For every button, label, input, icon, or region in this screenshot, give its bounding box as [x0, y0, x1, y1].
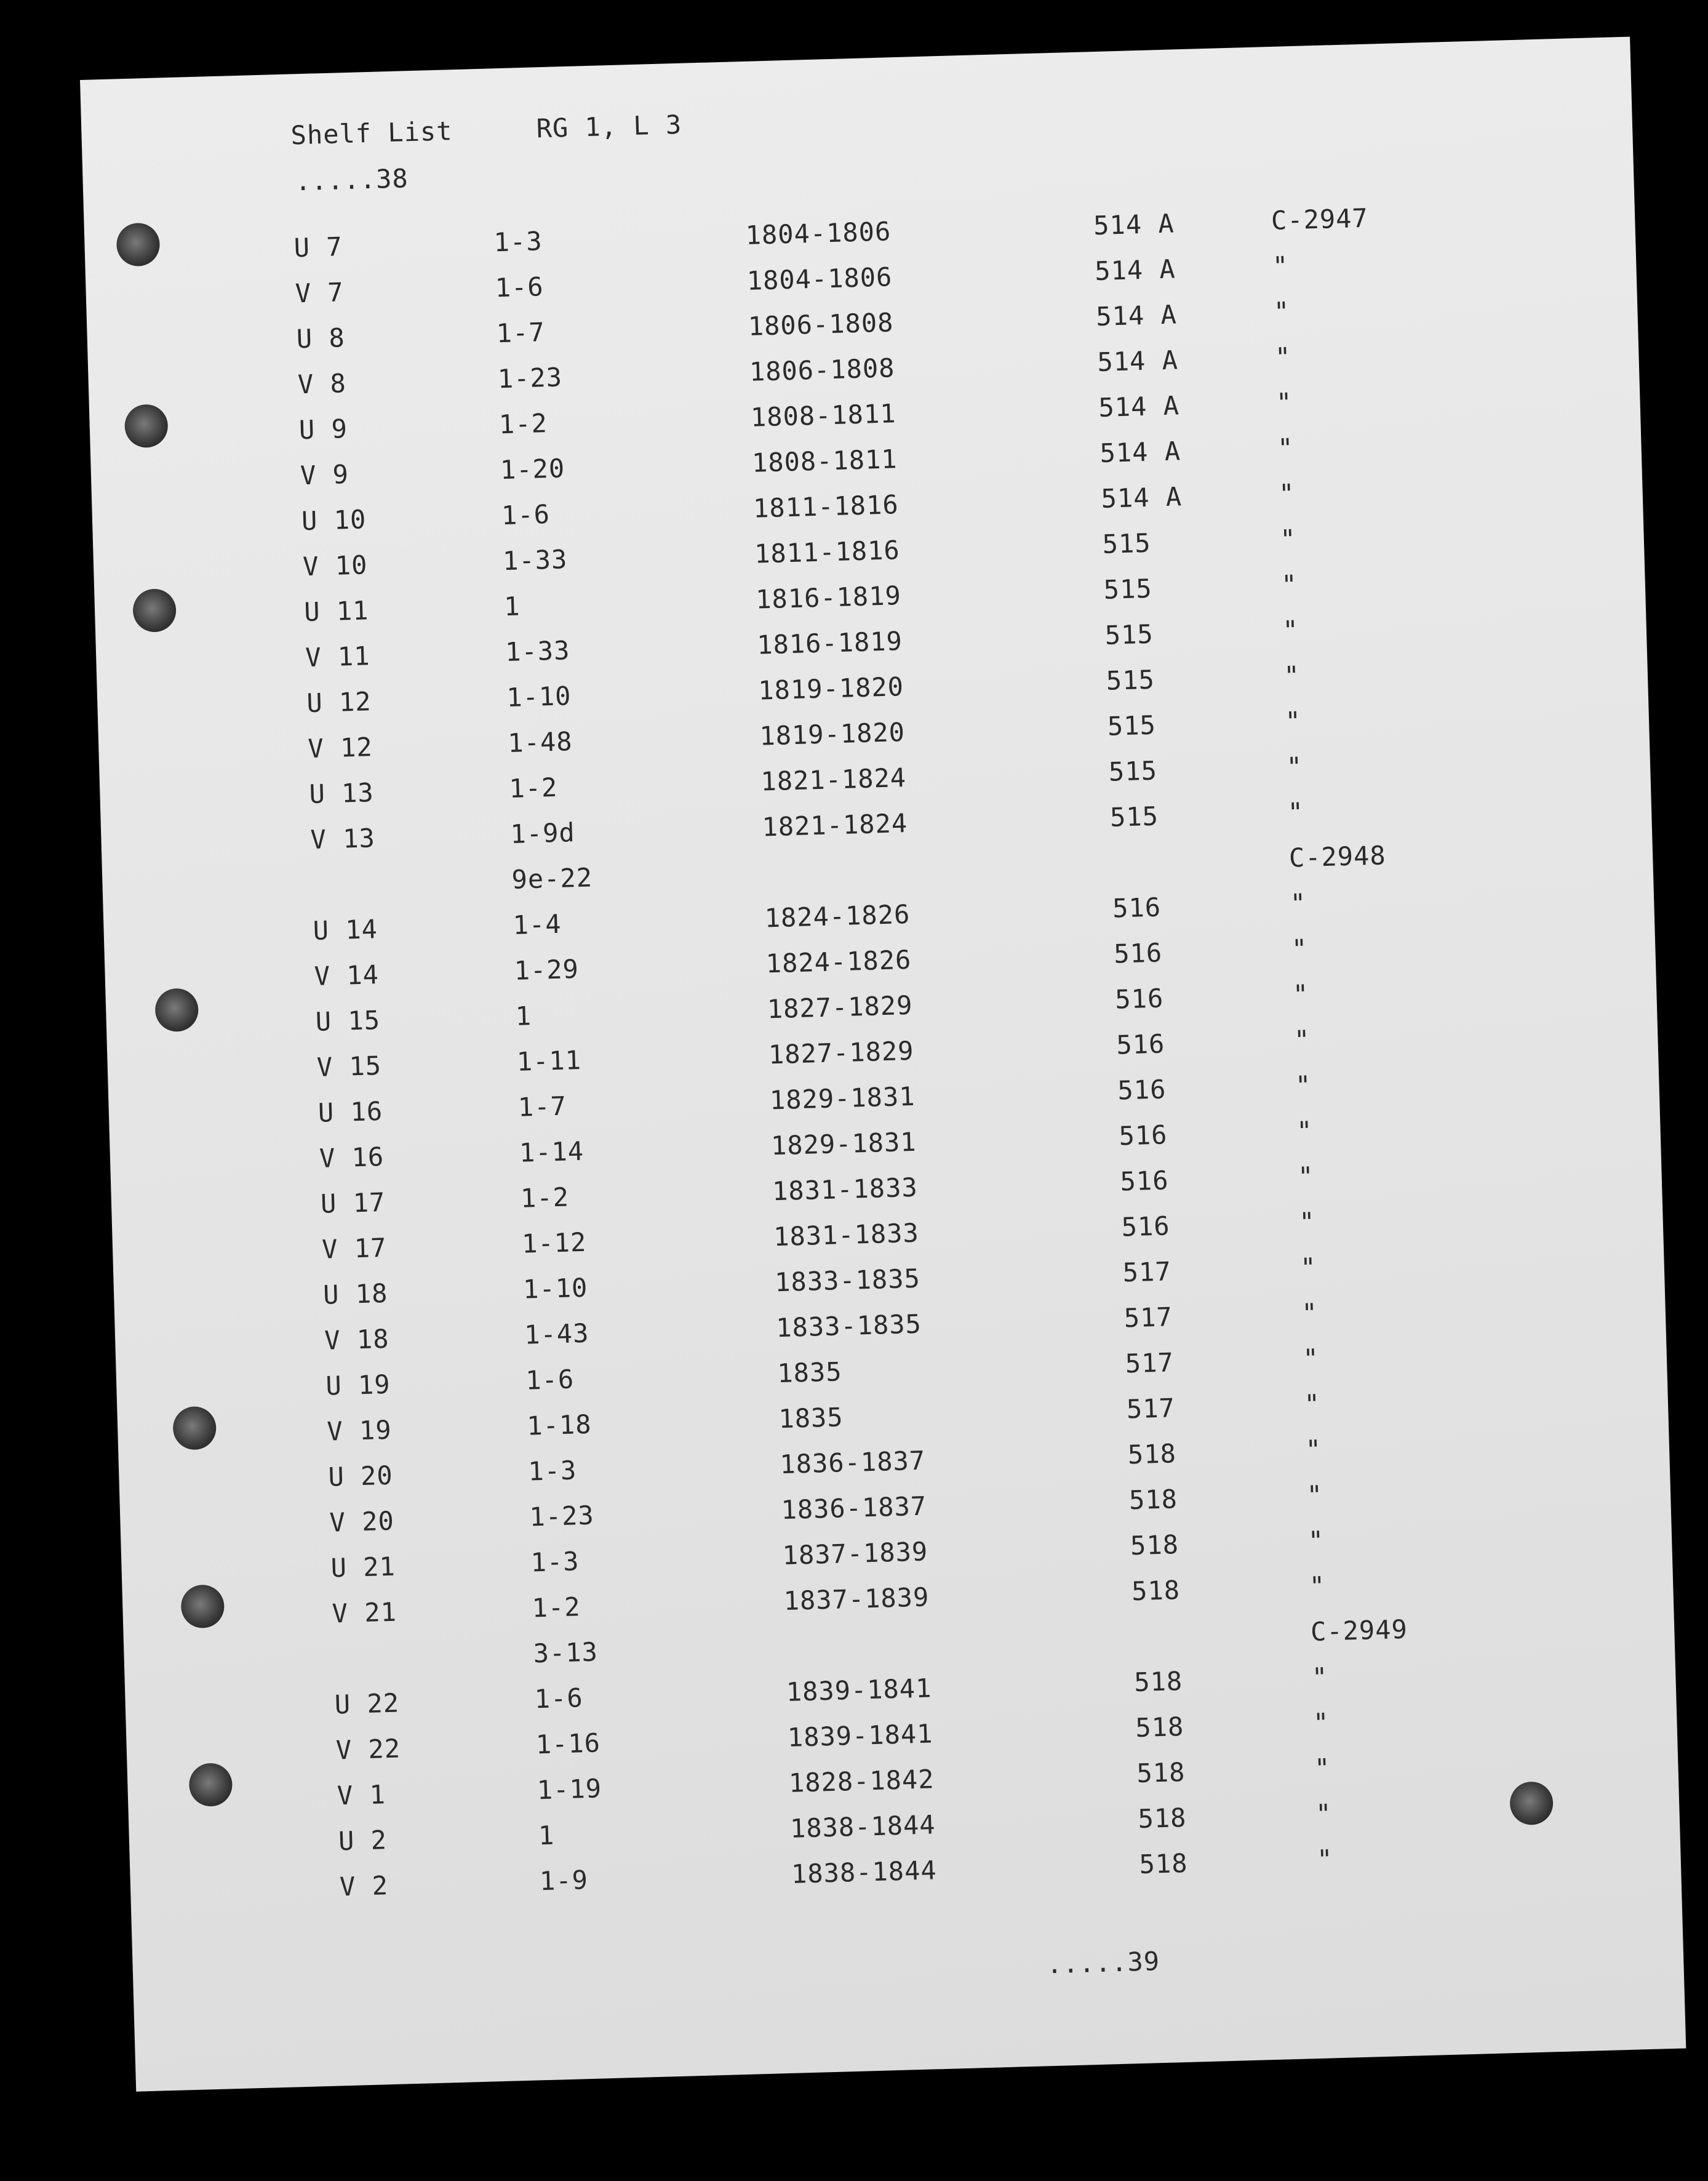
dates-cell: 1821-1824 — [760, 762, 907, 797]
reel-cell: " — [1302, 1343, 1320, 1374]
box-cell: 518 — [1130, 1529, 1179, 1561]
punch-hole — [154, 988, 199, 1032]
reel-cell: " — [1279, 523, 1297, 554]
volume-cell: U 2 — [338, 1824, 388, 1856]
volume-cell: U 12 — [306, 686, 372, 718]
dates-cell: 1828-1842 — [788, 1763, 935, 1798]
dates-cell: 1833-1835 — [774, 1263, 921, 1297]
parts-cell: 1-2 — [498, 407, 548, 439]
volume-cell — [311, 857, 513, 908]
volume-cell: U 14 — [313, 913, 378, 946]
box-cell: 515 — [1108, 755, 1158, 787]
box-cell: 515 — [1107, 710, 1157, 742]
volume-cell: V 1 — [337, 1779, 386, 1811]
box-cell: 518 — [1135, 1711, 1184, 1743]
box-cell: 514 A — [1095, 298, 1178, 332]
parts-cell: 1-4 — [512, 908, 562, 940]
parts-cell: 1-43 — [524, 1318, 590, 1350]
parts-cell: 1-6 — [525, 1363, 575, 1396]
parts-cell: 1-33 — [502, 543, 568, 576]
dates-cell: 1839-1841 — [787, 1718, 934, 1753]
parts-cell: 1-9d — [509, 817, 576, 849]
reel-cell: " — [1287, 796, 1304, 828]
dates-cell: 1819-1820 — [757, 671, 904, 706]
volume-cell — [333, 1630, 534, 1681]
volume-cell: V 21 — [332, 1596, 397, 1629]
reel-cell: " — [1291, 933, 1309, 964]
parts-cell: 1-3 — [527, 1454, 577, 1487]
box-cell: 516 — [1115, 1028, 1165, 1060]
parts-cell: 1-11 — [516, 1044, 582, 1077]
reel-cell: " — [1316, 1843, 1334, 1875]
volume-cell: V 15 — [316, 1050, 382, 1082]
box-cell: 515 — [1101, 527, 1152, 559]
dates-cell: 1816-1819 — [755, 580, 902, 615]
reel-cell: " — [1292, 978, 1310, 1010]
box-cell: 514 A — [1096, 344, 1179, 377]
reel-cell: " — [1274, 341, 1292, 372]
parts-cell: 3-13 — [532, 1636, 599, 1668]
parts-cell: 1-20 — [500, 452, 565, 485]
box-cell: 518 — [1136, 1756, 1186, 1788]
punch-hole — [124, 404, 169, 448]
dates-cell: 1833-1835 — [775, 1308, 922, 1343]
parts-cell: 9e-22 — [511, 862, 593, 895]
reel-cell: " — [1306, 1479, 1323, 1510]
volume-cell: V 11 — [305, 640, 371, 673]
dates-cell: 1816-1819 — [756, 625, 903, 660]
parts-cell: 1-18 — [526, 1409, 593, 1441]
dates-cell: 1836-1837 — [779, 1445, 926, 1479]
reel-cell: " — [1314, 1752, 1331, 1783]
reel-cell: C-2949 — [1310, 1614, 1408, 1647]
shelf-list-table — [293, 191, 1540, 1909]
box-cell: 514 A — [1100, 481, 1183, 514]
dates-cell: 1831-1833 — [773, 1217, 920, 1252]
reel-cell: C-2948 — [1288, 839, 1387, 873]
dates-cell: 1837-1839 — [781, 1535, 928, 1571]
box-cell: 514 A — [1094, 253, 1176, 286]
dates-cell: 1811-1816 — [754, 534, 901, 569]
reel-cell: " — [1307, 1524, 1325, 1556]
volume-cell: U 9 — [298, 413, 348, 445]
volume-cell: V 2 — [339, 1870, 389, 1902]
reel-cell: " — [1290, 887, 1307, 919]
punch-hole — [180, 1584, 225, 1628]
box-cell: 515 — [1104, 618, 1154, 650]
reel-cell: " — [1296, 1115, 1314, 1146]
dates-cell: 1804-1806 — [746, 261, 893, 296]
reel-cell: " — [1273, 295, 1291, 327]
parts-cell: 1-10 — [522, 1272, 588, 1305]
box-cell: 517 — [1125, 1347, 1175, 1379]
volume-cell: V 10 — [302, 549, 369, 582]
shelf-list-body — [293, 191, 1540, 1909]
reel-cell: " — [1305, 1434, 1322, 1465]
volume-cell: V 8 — [297, 367, 347, 399]
dates-cell: 1838-1844 — [791, 1854, 938, 1889]
volume-cell: V 19 — [326, 1414, 393, 1447]
reel-cell: " — [1301, 1297, 1319, 1328]
box-cell — [1111, 835, 1290, 886]
punch-hole — [132, 588, 177, 633]
parts-cell: 1-9 — [539, 1864, 589, 1896]
volume-cell: U 20 — [327, 1460, 394, 1492]
box-cell: 516 — [1117, 1073, 1167, 1106]
parts-cell: 1 — [503, 590, 521, 622]
reel-cell: " — [1299, 1252, 1317, 1283]
box-cell: 514 A — [1093, 207, 1175, 241]
continued-to: .....39 — [1046, 1946, 1160, 1980]
volume-cell: V 9 — [300, 458, 349, 490]
box-cell: 518 — [1133, 1665, 1183, 1697]
reel-cell: " — [1312, 1707, 1330, 1738]
volume-cell: U 22 — [334, 1687, 400, 1719]
dates-cell: 1824-1826 — [765, 944, 912, 978]
volume-cell: U 13 — [308, 777, 375, 809]
volume-cell: U 17 — [320, 1187, 386, 1219]
reel-cell: " — [1293, 1024, 1311, 1055]
dates-cell: 1821-1824 — [761, 807, 908, 842]
volume-cell: U 11 — [303, 594, 370, 627]
box-cell: 517 — [1123, 1301, 1173, 1333]
volume-cell: V 12 — [307, 731, 373, 764]
parts-cell: 1-7 — [496, 316, 546, 348]
dates-cell: 1836-1837 — [780, 1490, 927, 1525]
volume-cell: V 17 — [321, 1232, 387, 1265]
dates-cell: 1827-1829 — [767, 990, 914, 1024]
reel-cell: " — [1277, 432, 1295, 463]
reel-cell: " — [1275, 386, 1293, 418]
dates-cell: 1808-1811 — [750, 398, 897, 433]
dates-cell: 1806-1808 — [749, 352, 896, 387]
dates-cell: 1839-1841 — [786, 1672, 932, 1707]
parts-cell: 1-7 — [517, 1090, 567, 1123]
reel-cell: " — [1309, 1570, 1326, 1601]
dates-cell: 1829-1831 — [770, 1126, 917, 1161]
volume-cell: V 20 — [329, 1505, 395, 1538]
box-cell: 518 — [1138, 1847, 1189, 1879]
parts-cell: 1-12 — [521, 1227, 587, 1259]
parts-cell: 1-33 — [505, 634, 571, 667]
reel-cell: " — [1286, 751, 1303, 782]
dates-cell: 1829-1831 — [769, 1081, 916, 1115]
volume-cell: V 22 — [335, 1733, 401, 1765]
punch-hole — [116, 223, 161, 267]
box-cell: 516 — [1112, 891, 1162, 924]
parts-cell: 1-48 — [507, 726, 573, 758]
punch-hole — [172, 1406, 217, 1451]
dates-cell: 1806-1808 — [748, 306, 895, 342]
volume-cell: U 16 — [317, 1095, 383, 1128]
volume-cell: U 7 — [293, 231, 343, 263]
reel-cell: " — [1278, 478, 1296, 509]
box-cell: 517 — [1126, 1392, 1176, 1424]
volume-cell: V 7 — [295, 276, 345, 308]
dates-cell: 1835 — [776, 1356, 843, 1388]
dates-cell: 1811-1816 — [752, 489, 900, 524]
page-header — [290, 108, 750, 151]
box-cell: 516 — [1119, 1164, 1170, 1196]
punch-hole — [188, 1763, 233, 1807]
parts-cell: 1-2 — [520, 1182, 570, 1214]
parts-cell: 1 — [515, 1000, 532, 1031]
reel-cell: " — [1297, 1161, 1315, 1191]
parts-cell: 1-6 — [494, 271, 545, 303]
box-cell: 518 — [1128, 1483, 1178, 1515]
dates-cell: 1804-1806 — [745, 215, 892, 250]
box-cell: 514 A — [1099, 435, 1181, 468]
parts-cell: 1-6 — [534, 1682, 584, 1714]
dates-cell: 1838-1844 — [789, 1809, 936, 1844]
parts-cell: 1-3 — [493, 225, 543, 257]
dates-cell: 1835 — [778, 1401, 844, 1434]
reel-cell: " — [1272, 250, 1290, 281]
volume-cell: V 18 — [324, 1323, 390, 1356]
box-cell: 515 — [1103, 573, 1153, 605]
box-cell — [1132, 1609, 1311, 1659]
reel-cell: " — [1311, 1661, 1329, 1692]
parts-cell: 1-3 — [530, 1545, 580, 1577]
dates-cell: 1827-1829 — [768, 1035, 915, 1070]
document-page — [80, 37, 1686, 2092]
reel-cell: " — [1304, 1388, 1321, 1419]
reel-cell: " — [1298, 1206, 1316, 1237]
parts-cell: 1-29 — [513, 953, 580, 986]
volume-cell: U 8 — [296, 322, 346, 354]
parts-cell: 1-23 — [529, 1500, 595, 1532]
volume-cell: U 18 — [322, 1278, 389, 1310]
volume-cell: U 21 — [330, 1551, 396, 1583]
reel-cell: " — [1283, 660, 1301, 691]
reel-cell: " — [1315, 1798, 1333, 1829]
dates-cell: 1837-1839 — [783, 1581, 930, 1616]
box-cell: 516 — [1113, 937, 1163, 969]
record-group: RG 1, L 3 — [535, 109, 682, 144]
volume-cell: V 16 — [319, 1141, 385, 1174]
page-title: Shelf List — [290, 116, 453, 151]
volume-cell: V 13 — [309, 822, 376, 855]
box-cell: 517 — [1122, 1255, 1172, 1287]
dates-cell: 1824-1826 — [764, 898, 911, 933]
reel-cell: " — [1295, 1070, 1312, 1100]
reel-cell: " — [1280, 569, 1298, 600]
volume-cell: V 14 — [314, 959, 380, 991]
parts-cell: 1-2 — [508, 772, 558, 804]
dates-cell: 1808-1811 — [751, 443, 898, 478]
box-cell: 516 — [1118, 1119, 1168, 1151]
continued-from: .....38 — [295, 163, 409, 197]
reel-cell: " — [1285, 705, 1302, 737]
dates-cell: 1819-1820 — [759, 716, 906, 751]
box-cell: 518 — [1137, 1802, 1187, 1834]
parts-cell: 1 — [538, 1820, 555, 1851]
parts-cell: 1-10 — [506, 680, 572, 713]
box-cell: 514 A — [1098, 390, 1180, 423]
volume-cell: U 19 — [325, 1369, 391, 1401]
volume-cell: U 15 — [315, 1004, 381, 1037]
parts-cell: 1-19 — [537, 1772, 602, 1805]
reel-cell: C-2947 — [1271, 202, 1369, 236]
parts-cell: 1-2 — [531, 1591, 581, 1623]
reel-cell: " — [1282, 614, 1299, 646]
volume-cell: U 10 — [301, 503, 367, 536]
box-cell: 518 — [1127, 1438, 1177, 1470]
box-cell: 516 — [1120, 1210, 1171, 1242]
box-cell: 515 — [1106, 664, 1155, 696]
parts-cell: 1-6 — [501, 498, 551, 530]
dates-cell: 1831-1833 — [772, 1172, 919, 1206]
parts-cell: 1-23 — [497, 361, 563, 394]
box-cell: 518 — [1131, 1574, 1181, 1606]
parts-cell: 1-16 — [535, 1727, 601, 1759]
box-cell: 515 — [1109, 801, 1159, 833]
box-cell: 516 — [1114, 982, 1164, 1015]
parts-cell: 1-14 — [519, 1135, 585, 1168]
